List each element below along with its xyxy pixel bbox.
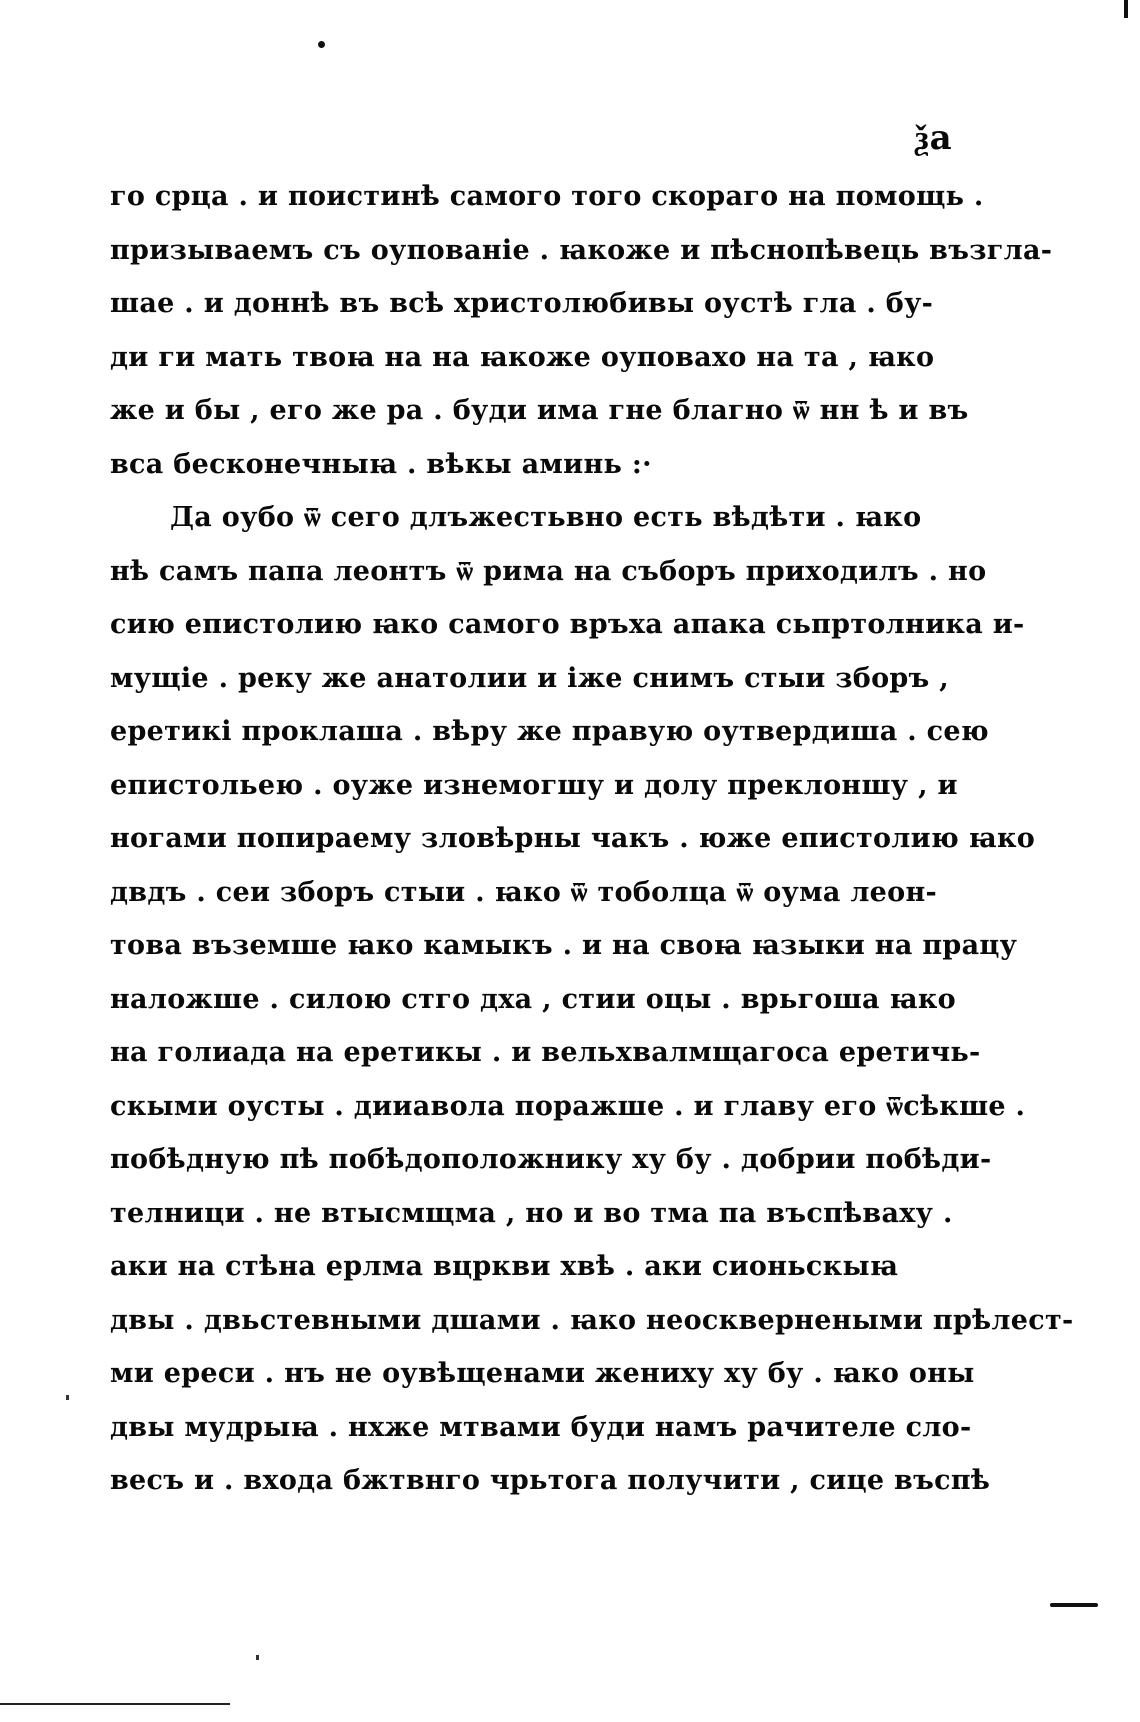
text-line: мущіе . реку же анатолии и іже снимъ стыи зборъ ,: [110, 662, 949, 694]
text-line: ми ереси . нъ не оувѣщенами жениху ху бу . ꙗко оны: [110, 1358, 975, 1389]
text-line: призываемъ съ оупованіе . ꙗкоже и пѣснопѣвець възгла-: [110, 234, 1053, 266]
bottom-edge-rule: [0, 1703, 230, 1705]
paragraph-start-line: Да оубо ѿ сего длъжестьвно есть вѣдѣти . ꙗко: [170, 502, 922, 533]
text-line: аки на стѣна ерлма вцркви хвѣ . аки сионьскыꙗ: [110, 1251, 899, 1282]
margin-mark: [1050, 1603, 1098, 1607]
text-line: еретикі проклаша . вѣру же правую оутвердиша . сею: [110, 716, 989, 747]
text-line: сию епистолию ꙗко самого връха апака сьпртолника и-: [110, 609, 1025, 640]
text-line: ногами попираему зловѣрны чакъ . юже епистолию ꙗко: [110, 823, 1036, 854]
text-line: това въземше ꙗко камыкъ . и на своꙗ ꙗзыки на працу: [110, 930, 1018, 961]
text-line: двдъ . сеи зборъ стыи . ꙗко ѿ тоболца ѿ оума леон-: [110, 876, 938, 908]
page-number: ѯа: [915, 118, 953, 158]
text-line: телници . не втысмщма , но и во тма па въспѣваху .: [110, 1197, 953, 1229]
text-line: побѣдную пѣ побѣдоположнику ху бу . добрии побѣди-: [110, 1144, 992, 1175]
text-line: шае . и доннѣ въ всѣ христолюбивы оустѣ гла . бу-: [110, 288, 934, 319]
text-line: скыми оусты . дииавола поражше . и главу его ѿсѣкше .: [110, 1090, 1026, 1122]
text-line: ди ги мать твоꙗ на на ꙗкоже оуповахо на та , ꙗко: [110, 341, 935, 373]
text-line: епистольею . оуже изнемогшу и долу преклоншу , и: [110, 769, 958, 801]
ink-speck: [256, 1655, 259, 1660]
text-line: го срца . и поистинѣ самого того скораго на помощь .: [110, 181, 984, 212]
text-line: нѣ самъ папа леонтъ ѿ рима на съборъ приходилъ . но: [110, 555, 987, 587]
text-block: [110, 170, 1074, 1508]
text-line: двы мудрыꙗ . нхже мтвами буди намъ рачителе сло-: [110, 1411, 972, 1443]
ink-dot: [318, 41, 325, 48]
ink-speck: [66, 1395, 69, 1400]
text-line: на голиада на еретикы . и вельхвалмщагоса еретичь-: [110, 1037, 981, 1068]
text-line: наложше . силою стго дха , стии оцы . врьгоша ꙗко: [110, 983, 956, 1015]
text-line: же и бы , его же ра . буди има гне благно ѿ нн ѣ и въ: [110, 395, 969, 426]
text-line: вса бесконечныꙗ . вѣкы аминь :·: [110, 448, 652, 480]
text-line: весъ и . входа бжтвнго чрьтога получити , сице въспѣ: [110, 1465, 991, 1496]
right-edge-rule: [1124, 0, 1128, 18]
text-line: двы . двьстевными дшами . ꙗко неосквернеными прѣлест-: [110, 1304, 1074, 1336]
